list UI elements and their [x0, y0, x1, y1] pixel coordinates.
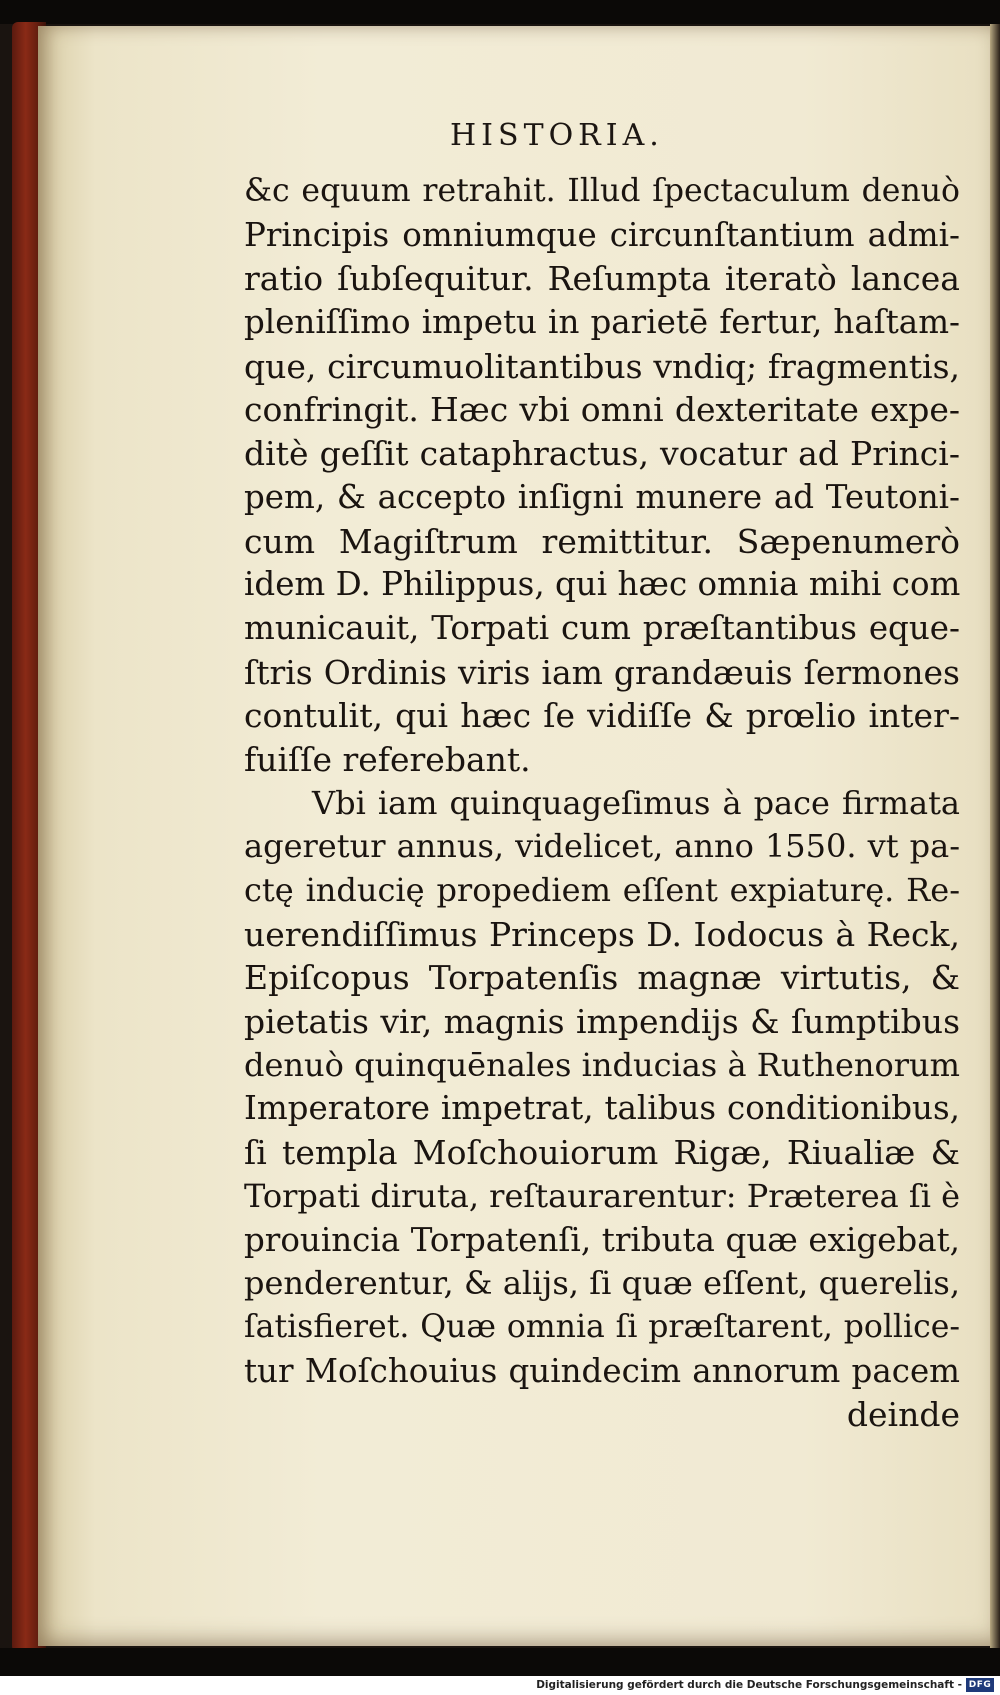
text-line: que, circumuolitantibus vndiq; fragmentis,: [244, 346, 960, 386]
text-line: pleniſſimo impetu in parietē fertur, haſtam-: [244, 303, 960, 342]
text-line: uerendiſſimus Princeps D. Iodocus à Reck,: [244, 914, 960, 954]
text-line: cum Magiſtrum remittitur. Sæpenumerò: [244, 521, 960, 561]
text-line: &c equum retrahit. Illud ſpectaculum denuò: [244, 173, 960, 209]
text-line: ctę inducię propediem eſſent expiaturę. Re-: [244, 871, 960, 909]
text-line: ageretur annus, videlicet, anno 1550. vt pa-: [244, 827, 960, 866]
page-right-edge: [990, 24, 1000, 1654]
text-line: pem, & accepto inſigni munere ad Teutoni-: [244, 477, 960, 516]
text-line: municauit, Torpati cum præſtantibus eque-: [244, 608, 960, 647]
text-line: contulit, qui hæc ſe vidiſſe & prœlio inter-: [244, 696, 960, 736]
dfg-logo: DFG: [966, 1678, 994, 1692]
text-line: denuò quinquēnales inducias à Ruthenorum: [244, 1045, 960, 1084]
text-line: Vbi iam quinquageſimus à pace firmata: [312, 783, 960, 822]
text-line: Principis omniumque circunſtantium admi-: [244, 215, 960, 254]
text-line: prouincia Torpatenſi, tributa quæ exigebat,: [244, 1220, 960, 1259]
text-line: ratio ſubſequitur. Reſumpta iteratò lancea: [244, 259, 960, 299]
text-line: tur Moſchouius quindecim annorum pacem: [244, 1351, 960, 1390]
body-text: [244, 170, 960, 1437]
running-head: HISTORIA.: [450, 118, 664, 153]
text-line: confringit. Hæc vbi omni dexteritate expe-: [244, 390, 960, 430]
text-line: pietatis vir, magnis impendijs & ſumptibus: [244, 1002, 960, 1042]
text-line: Epiſcopus Torpatenſis magnæ virtutis, &: [244, 958, 960, 998]
text-line: ditè geſſit cataphractus, vocatur ad Princi-: [244, 434, 960, 474]
text-line: ſtris Ordinis viris iam grandæuis ſermones: [244, 652, 960, 692]
text-line: ſi templa Moſchouiorum Rigæ, Riualiæ &: [244, 1133, 960, 1173]
catchword: deinde: [846, 1395, 960, 1435]
text-line: ſatisfieret. Quæ omnia ſi præſtarent, pollice-: [244, 1308, 960, 1345]
text-line: Imperatore impetrat, talibus conditionibus,: [244, 1089, 960, 1128]
text-line: fuiſſe referebant.: [244, 739, 531, 779]
funding-credit: Digitalisierung gefördert durch die Deutsche Forschungsgemeinschaft -: [536, 1679, 962, 1691]
text-line: penderentur, & alijs, ſi quæ eſſent, querelis,: [244, 1264, 960, 1303]
scan-top-border: [0, 0, 1000, 24]
text-line: idem D. Philippus, qui hæc omnia mihi com: [244, 565, 961, 604]
scan-bottom-border: [0, 1648, 1000, 1676]
text-line: Torpati diruta, reſtaurarentur: Præterea ſi è: [244, 1176, 961, 1215]
